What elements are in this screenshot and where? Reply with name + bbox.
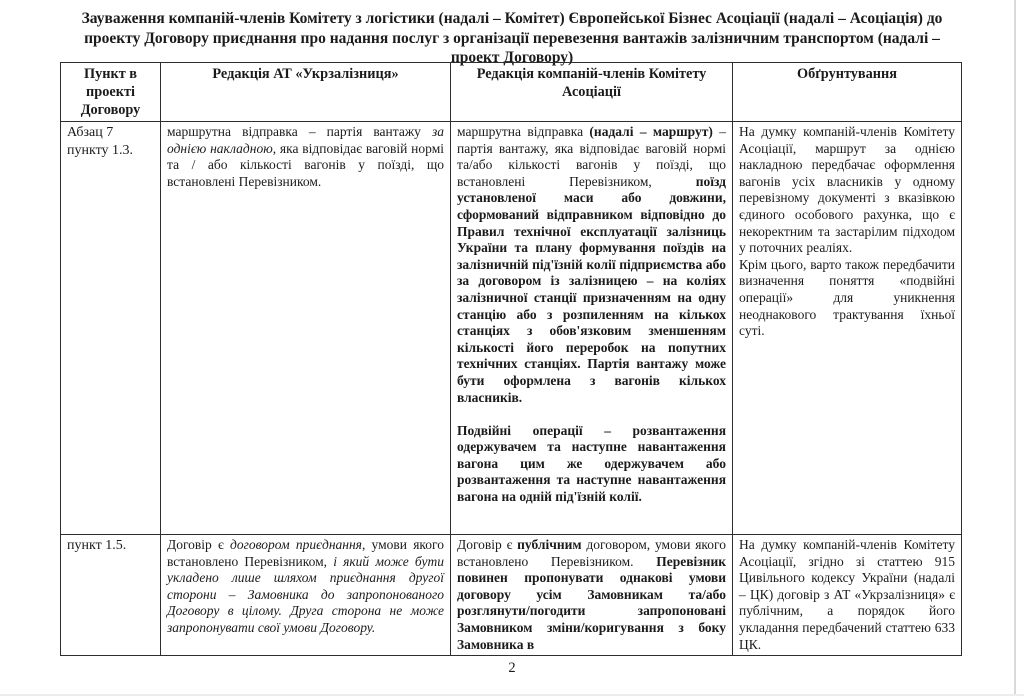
page-number: 2 (508, 660, 516, 676)
column-header-uz-redaction: Редакція АТ «Укрзалізниця» (161, 63, 451, 122)
column-header-justification: Обґрунтування (733, 63, 962, 122)
point-text: Абзац 7 пункту 1.3. (67, 125, 134, 158)
justification-cell (733, 122, 962, 535)
committee-paragraph-1 (457, 537, 726, 653)
justification-cell (733, 535, 962, 656)
text-segment: договором приєднання (230, 537, 362, 552)
text-segment: публічним (517, 537, 582, 552)
document-title: Зауваження компаній-членів Комітету з логістики (надалі – Комітет) Європейської Бізнес Асоціації (надалі – Асоціація) до проекту Договору приєднання про надання послуг з організації перевезення вантажів залізничним транспортом (надалі – проект Договору) (81, 10, 943, 66)
justification-paragraph-1: На думку компаній-членів Комітету Асоціації, маршрут за однією накладною передбачає оформлення вагонів усіх власників у одному перевізному документі з вказівкою єдиного особового рахунка, що є некоректним та застарілим підходом у поточних реаліях. (739, 124, 955, 256)
point-text: пункт 1.5. (67, 538, 127, 553)
uz-paragraph (167, 124, 444, 190)
text-segment: (надалі – маршрут) (589, 124, 713, 139)
scan-artifact-right-edge (1014, 0, 1016, 696)
text-segment: , яка відповідає ваговій нормі та / або кількості вагонів у поїзді, що встановлені Перевізником. (167, 140, 445, 189)
table-header-row (61, 63, 962, 122)
text-segment: , умови якого встановлено Перевізником, (167, 537, 445, 569)
text-segment: договором, умови якого встановлено Перевізником. (457, 537, 726, 569)
text-segment: Подвійні операції – розвантаження одержувачем та наступне навантаження вагона цим же одержувачем або розвантаження та наступне навантаження вагона на одній під'їзній колії. (457, 422, 726, 505)
text-segment: за однією накладною (167, 124, 444, 156)
committee-paragraph-1 (457, 124, 726, 406)
table-row (61, 122, 962, 535)
table-row (61, 535, 962, 656)
text-segment: і який може бути укладено лише шляхом приєднання другої сторони – Замовника до запропонованого Договору в цілому. Друга сторона не може запропонувати свої умови Договору. (167, 553, 444, 635)
uz-redaction-cell (161, 122, 451, 535)
justification-paragraph-2: Крім цього, варто також передбачити визначення поняття «подвійні операції» для уникнення неоднакового трактування їхньої суті. (739, 256, 955, 339)
text-segment: маршрутна відправка – партія вантажу (167, 124, 432, 139)
uz-paragraph (167, 537, 444, 637)
column-header-point: Пункт в проекті Договору (61, 63, 161, 122)
text-segment: маршрутна відправка (457, 124, 590, 139)
point-cell (61, 535, 161, 656)
comments-table (60, 62, 962, 656)
text-segment: Перевізник повинен пропонувати однакові умови договору усім Замовникам та/або розглянути/погодити запропоновані Замовником зміни/коригування з боку Замовника в (457, 553, 726, 652)
committee-redaction-cell (451, 122, 733, 535)
point-cell (61, 122, 161, 535)
column-header-committee-redaction: Редакція компаній-членів Комітету Асоціації (451, 63, 733, 122)
text-segment: Договір є (167, 537, 231, 552)
justification-paragraph-1: На думку компаній-членів Комітету Асоціації, згідно зі статтею 915 Цивільного кодексу України (надалі – ЦК) договір з АТ «Укрзалізниця» є публічним, а порядок його укладання передбачений статтею 633 ЦК. (739, 537, 955, 652)
committee-redaction-cell (451, 535, 733, 656)
text-segment: – партія вантажу, яка відповідає ваговій нормі та/або кількості вагонів у поїзді, що встановлені Перевізником, (457, 124, 726, 189)
text-segment: поїзд установленої маси або довжини, сформований відправником відповідно до Правил технічної експлуатації залізниць України та плану формування поїздів на залізничній під'їзній колії підприємства або за договором із залізницею – на коліях залізничної станції призначенням на одну станцію або з розпиленням на кількох станціях з обов'язковим зменшенням кількості його переробок на попутних технічних станціях. Партія вантажу може бути оформлена з вагонів кількох власників. (457, 173, 726, 405)
uz-redaction-cell (161, 535, 451, 656)
committee-paragraph-2 (457, 423, 726, 506)
text-segment: Договір є (457, 537, 518, 552)
